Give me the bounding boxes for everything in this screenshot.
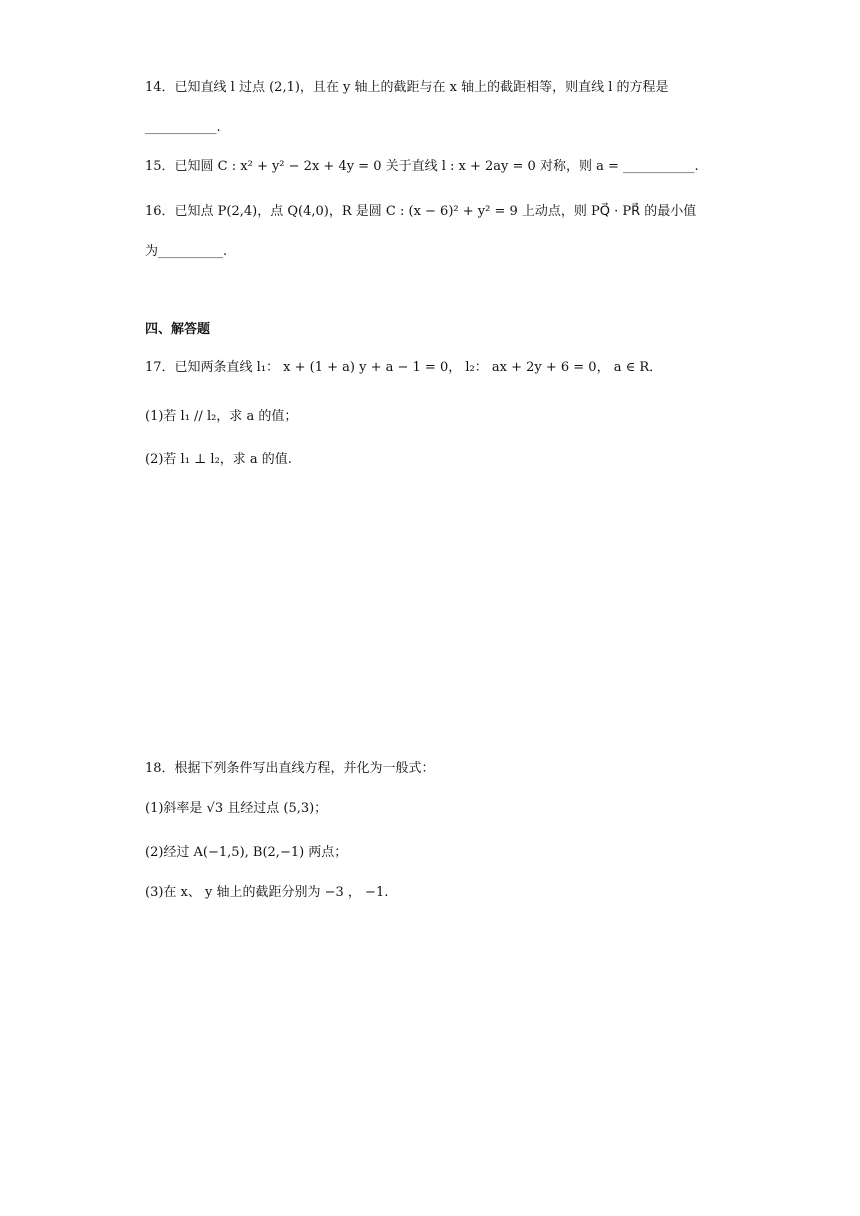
question-18-part-2: (2)经过 A(−1,5), B(2,−1) 两点； xyxy=(145,845,348,860)
question-15: 15．已知圆 C : x² + y² − 2x + 4y = 0 关于直线 l : x + 2ay = 0 对称，则 a = ___________. xyxy=(145,159,699,174)
question-17-part-2: (2)若 l₁ ⊥ l₂，求 a 的值. xyxy=(145,452,292,467)
section-title: 四、解答题 xyxy=(145,322,211,337)
question-18-part-1: (1)斜率是 √3 且经过点 (5,3)； xyxy=(145,801,328,816)
question-18-part-3: (3)在 x、 y 轴上的截距分别为 −3 ， −1. xyxy=(145,885,389,900)
question-16: 16．已知点 P(2,4)，点 Q(4,0)，R 是圆 C : (x − 6)² + y² = 9 上动点，则 PQ⃗ · PR⃗ 的最小值 xyxy=(145,204,697,219)
question-14: 14．已知直线 l 过点 (2,1)，且在 y 轴上的截距与在 x 轴上的截距相等，则直线 l 的方程是 xyxy=(145,80,669,95)
question-17-part-1: (1)若 l₁ // l₂，求 a 的值； xyxy=(145,409,298,424)
question-18-stem: 18．根据下列条件写出直线方程，并化为一般式： xyxy=(145,761,435,776)
question-16-continuation: 为__________. xyxy=(145,244,228,259)
question-14-answer-blank: ___________. xyxy=(145,120,221,135)
question-17-stem: 17．已知两条直线 l₁： x + (1 + a) y + a − 1 = 0， l₂： ax + 2y + 6 = 0， a ∈ R． xyxy=(145,360,663,375)
